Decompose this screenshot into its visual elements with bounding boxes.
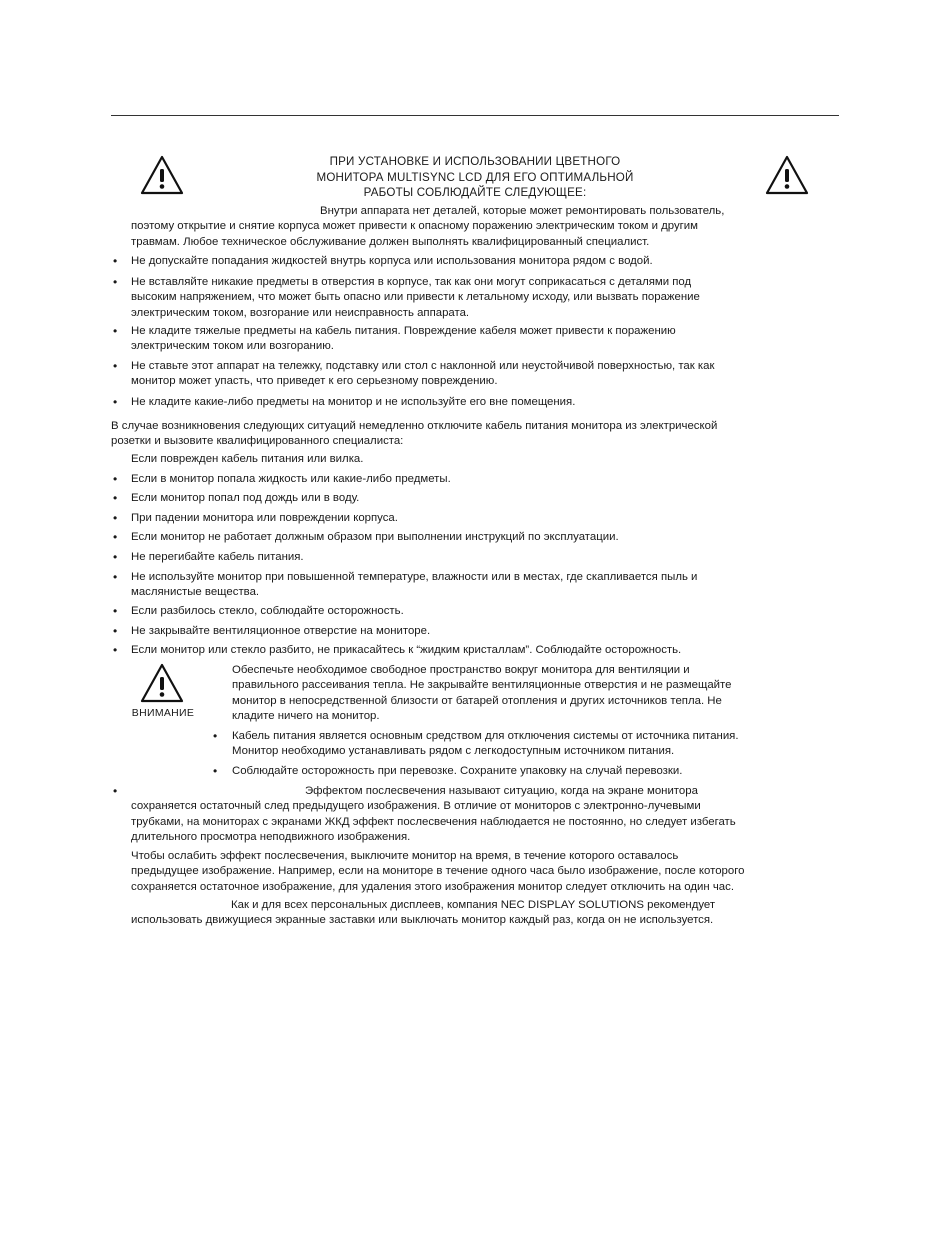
bullet-dot: • — [113, 254, 118, 268]
bullet-dot: • — [113, 324, 118, 338]
list-item: При падении монитора или повреждении корпуса. — [131, 512, 398, 524]
bullet-dot: • — [113, 570, 118, 584]
intro-text: Внутри аппарата нет деталей, которые может ремонтировать пользователь, поэтому открытие и снятие корпуса может привести к опасному поражению электрическим током и другим травмам. Любое техническое обслуживание должен выполнять квалифицированный специалист. — [131, 205, 725, 248]
intro-paragraph — [131, 204, 841, 250]
bullet-dot: • — [113, 511, 118, 525]
bullet-dot: • — [113, 491, 118, 505]
afterimage-text: Эффектом послесвечения называют ситуацию, когда на экране монитора сохраняется остаточный след предыдущего изображения. В отличие от мониторов с электронно-лучевыми трубками, на мониторах с экранами ЖКД эффект послесвечения наблюдается не постоянно, но следует избегать длительного просмотра неподвижного изображения. — [131, 785, 736, 844]
list-item: Не вставляйте никакие предметы в отверстия в корпусе, так как они могут соприкасаться с деталями под высоким напряжением, что может быть опасно или привести к летальному исходу, или вызвать поражение электрическим током, возгорание или неисправность аппарата. — [131, 276, 700, 319]
warning-triangle-icon — [140, 155, 184, 195]
list-item: Если разбилось стекло, соблюдайте осторожность. — [131, 605, 404, 617]
list-item: Кабель питания является основным средством для отключения системы от источника питания. Монитор необходимо устанавливать рядом с легкодоступным источником питания. — [232, 730, 739, 758]
bullet-dot: • — [113, 624, 118, 638]
list-item: Не перегибайте кабель питания. — [131, 551, 304, 563]
list-item: Не закрывайте вентиляционное отверстие на мониторе. — [131, 625, 431, 637]
bullet-dot: • — [113, 395, 118, 409]
warning-triangle-icon — [140, 663, 184, 703]
bullet-dot: • — [113, 472, 118, 486]
caution-label: ВНИМАНИЕ — [131, 707, 195, 719]
bullet-dot: • — [113, 359, 118, 373]
list-item: Соблюдайте осторожность при перевозке. Сохраните упаковку на случай перевозки. — [232, 765, 683, 777]
afterimage-paragraph-2: Чтобы ослабить эффект послесвечения, выключите монитор на время, в течение которого оставалось предыдущее изображение. Например, если на мониторе в течение одного часа было изображение, после которого сохраняется остаточное изображение, для удаления этого изображения монитор следует отключить на один час. — [131, 850, 745, 893]
warning-triangle-icon — [765, 155, 809, 195]
bullet-dot: • — [113, 784, 118, 798]
list-item: Не кладите какие-либо предметы на монитор и не используйте его вне помещения. — [131, 396, 576, 408]
afterimage-text-3: Как и для всех персональных дисплеев, компания NEC DISPLAY SOLUTIONS рекомендует использовать движущиеся экранные заставки или выключать монитор каждый раз, когда он не используется. — [131, 899, 716, 927]
afterimage-paragraph — [131, 784, 843, 846]
list-item: Если монитор или стекло разбито, не прикасайтесь к “жидким кристаллам”. Соблюдайте осторожность. — [131, 644, 682, 656]
bullet-dot: • — [113, 604, 118, 618]
list-item: Если монитор попал под дождь или в воду. — [131, 492, 360, 504]
caution-text: Обеспечьте необходимое свободное пространство вокруг монитора для вентиляции и правильного рассеивания тепла. Не закрывайте вентиляционные отверстия и не размещайте монитор в непосредственной близости от батарей отопления и других источников тепла. Не кладите ничего на монитор. — [232, 664, 732, 723]
bullet-dot: • — [113, 550, 118, 564]
bullet-dot: • — [113, 530, 118, 544]
page-title: ПРИ УСТАНОВКЕ И ИСПОЛЬЗОВАНИИ ЦВЕТНОГО МОНИТОРА MULTISYNC LCD ДЛЯ ЕГО ОПТИМАЛЬНОЙ РАБОТЫ СОБЛЮДАЙТЕ СЛЕДУЮЩЕЕ: — [316, 155, 634, 200]
bullet-dot: • — [213, 729, 218, 743]
list-item: Не используйте монитор при повышенной температуре, влажности или в местах, где скапливается пыль и маслянистые вещества. — [131, 571, 698, 599]
bullet-dot: • — [113, 275, 118, 289]
list-item: Если в монитор попала жидкость или какие-либо предметы. — [131, 473, 451, 485]
afterimage-paragraph-3 — [131, 898, 843, 929]
bullet-dot: • — [213, 764, 218, 778]
list-item: Не кладите тяжелые предметы на кабель питания. Повреждение кабеля может привести к поражению электрическим током или возгоранию. — [131, 325, 676, 353]
bullet-dot: • — [113, 643, 118, 657]
list-item: Если поврежден кабель питания или вилка. — [131, 453, 364, 465]
emergency-intro: В случае возникновения следующих ситуаций немедленно отключите кабель питания монитора из электрической розетки и вызовите квалифицированного специалиста: — [111, 420, 718, 448]
top-rule — [111, 115, 839, 116]
list-item: Если монитор не работает должным образом при выполнении инструкций по эксплуатации. — [131, 531, 619, 543]
list-item: Не допускайте попадания жидкостей внутрь корпуса или использования монитора рядом с водой. — [131, 255, 653, 267]
list-item: Не ставьте этот аппарат на тележку, подставку или стол с наклонной или неустойчивой поверхностью, так как монитор может упасть, что приведет к его серьезному повреждению. — [131, 360, 715, 388]
